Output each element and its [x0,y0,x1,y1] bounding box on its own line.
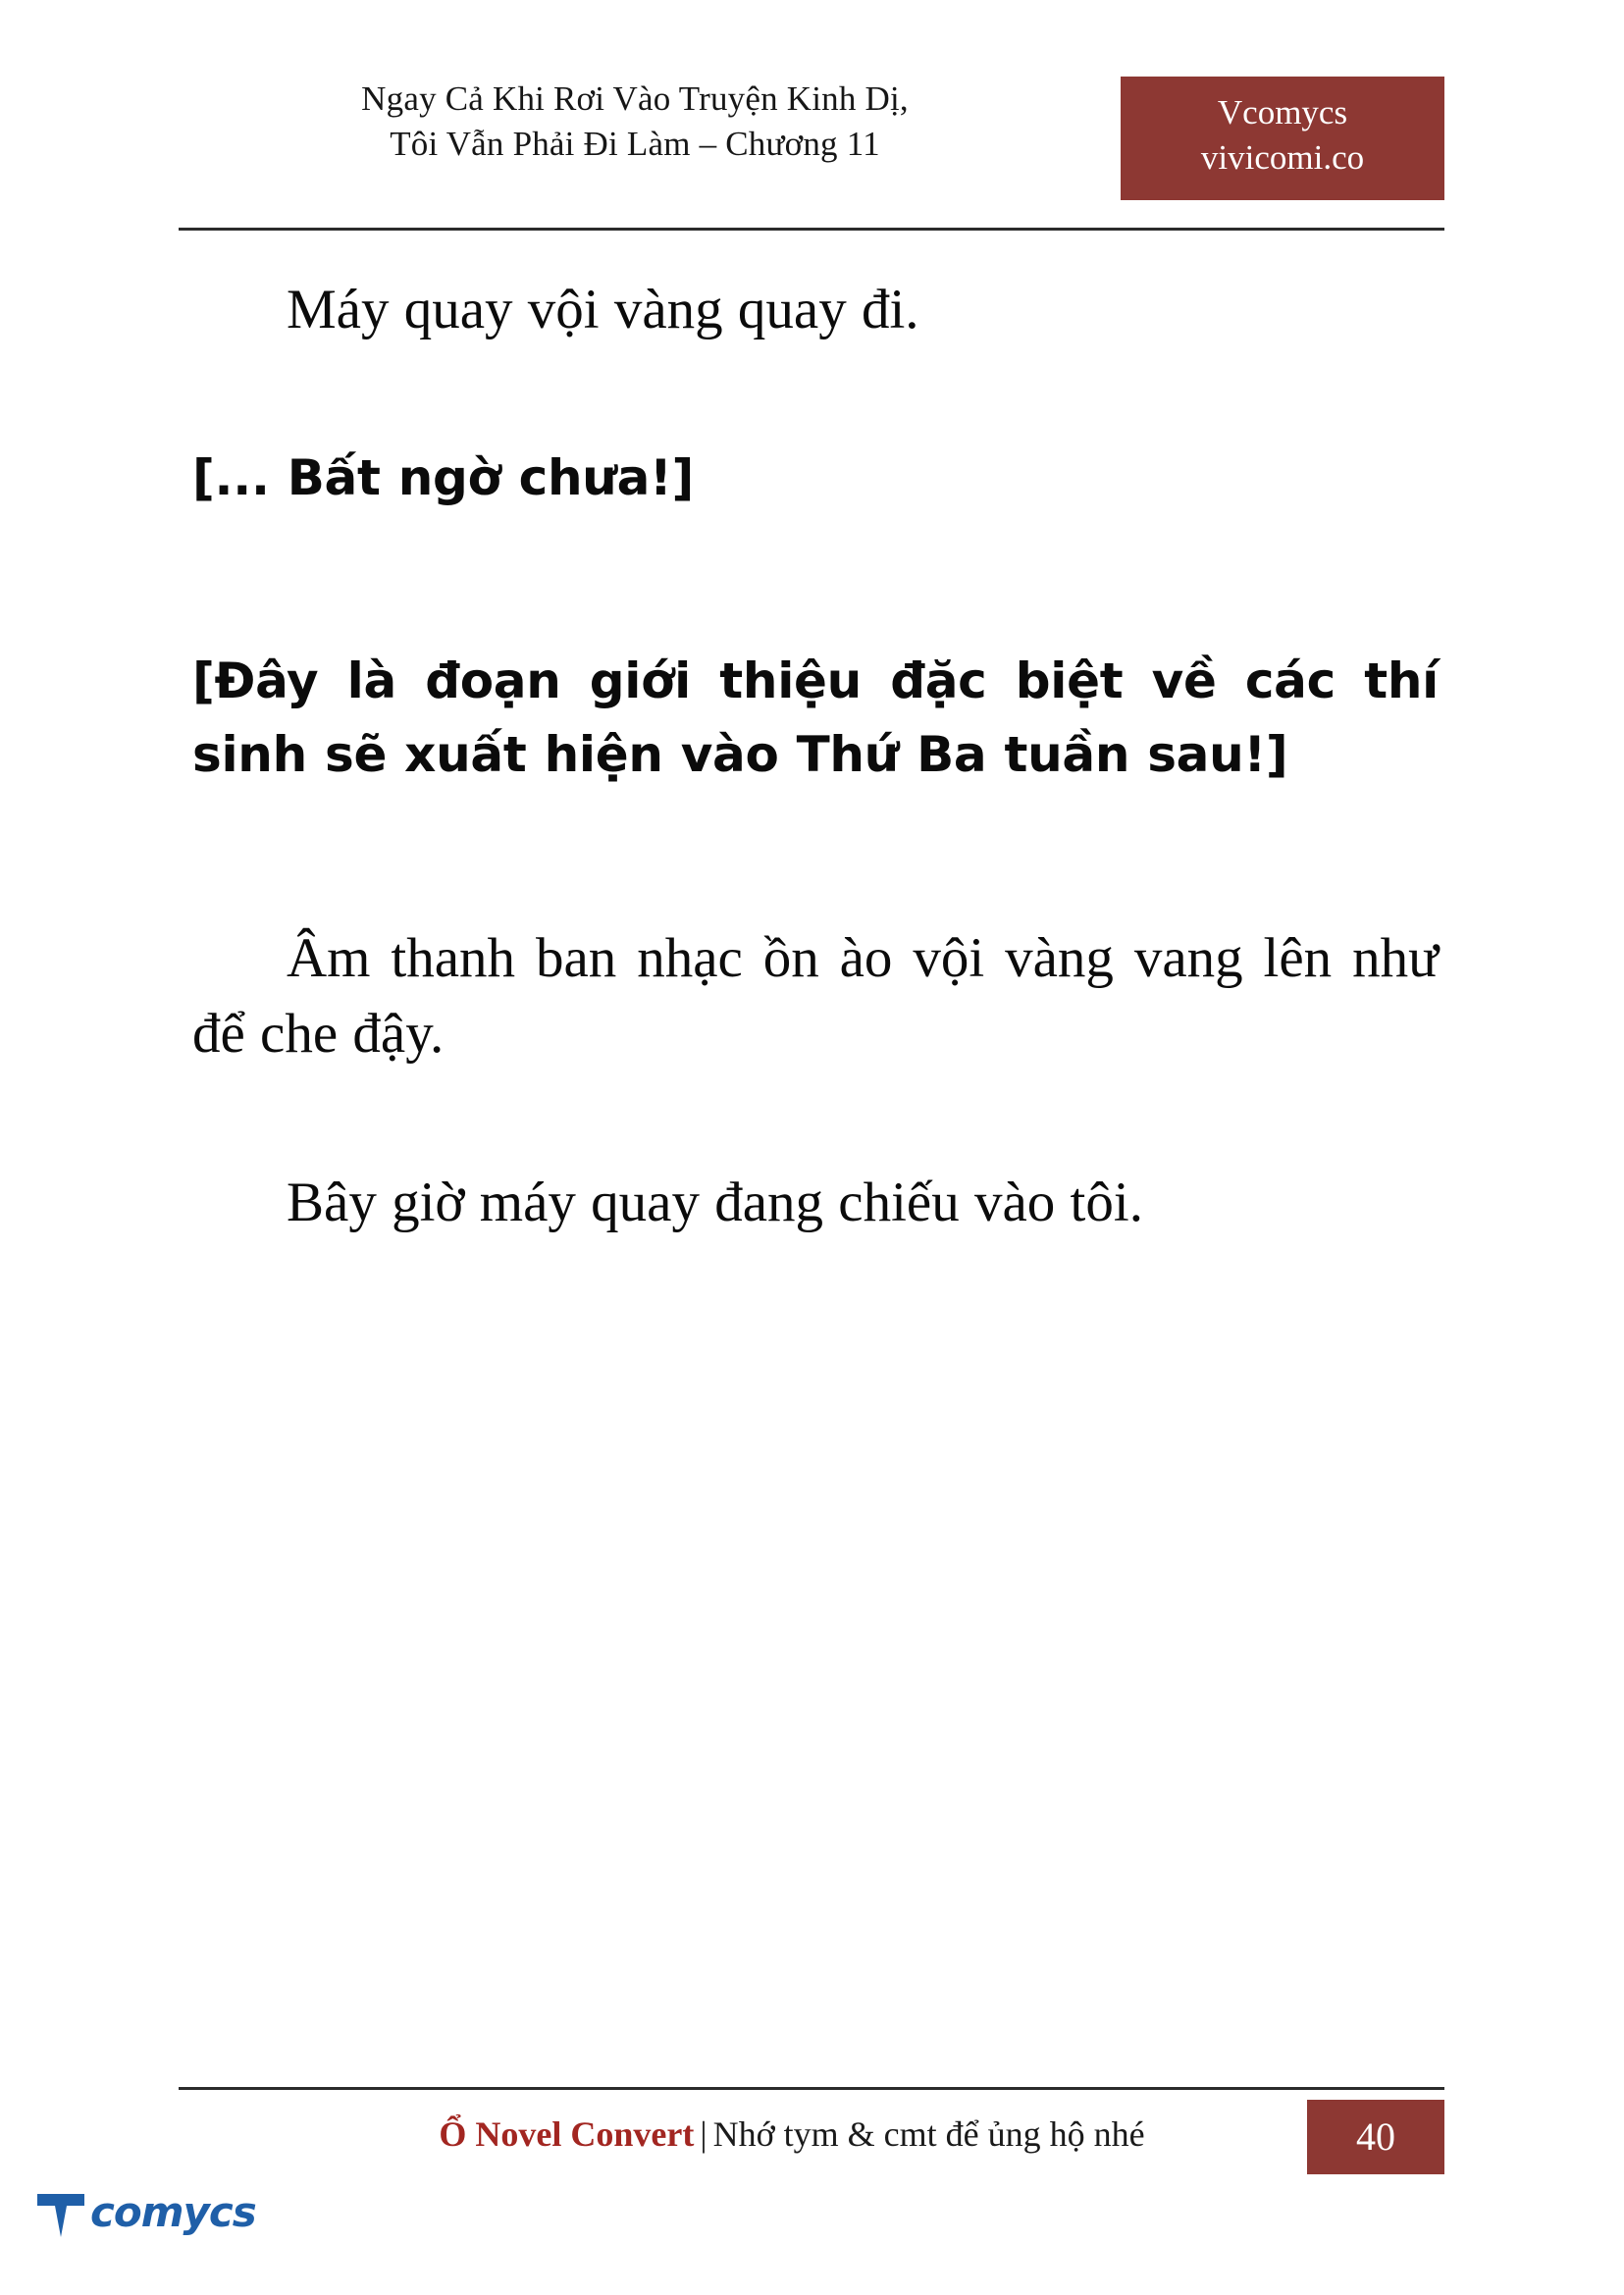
paragraph-spacer [192,576,1439,645]
page-footer [179,2100,1444,2174]
site-badge-url: vivicomi.co [1200,138,1365,178]
page-number-badge: 40 [1307,2100,1444,2174]
paragraph: Bây giờ máy quay đang chiếu vào tôi. [287,1172,1143,1234]
v-logo-icon [35,2190,86,2241]
paragraph-spacer [192,853,1439,921]
footer-text [296,2113,1287,2155]
header-title-line1: Ngay Cả Khi Rơi Vào Truyện Kinh Dị, [361,79,909,118]
site-badge-name: Vcomycs [1217,93,1348,131]
site-badge [1121,77,1444,200]
watermark-label: comycs [90,2188,256,2236]
header-title-line2: Tôi Vẫn Phải Đi Làm – Chương 11 [390,125,880,164]
paragraph: Âm thanh ban nhạc ồn ào vội vàng vang lên như để che đậy. [192,927,1439,1065]
footer-note: Nhớ tym & cmt để ủng hộ nhé [712,2114,1145,2154]
paragraph-spacer [192,408,1439,442]
vcomycs-watermark [35,2186,281,2265]
header-divider [179,228,1444,231]
paragraph: [Đây là đoạn giới thiệu đặc biệt về các thí sinh sẽ xuất hiện vào Thứ Ba tuần sau!] [192,652,1439,784]
page-content [192,273,1439,1302]
footer-separator: | [700,2114,707,2154]
footer-divider [179,2087,1444,2090]
footer-brand: Ổ Novel Convert [439,2114,695,2154]
page-header [179,77,1444,224]
paragraph-spacer [192,1132,1439,1166]
header-title [179,77,1091,167]
paragraph: [... Bất ngờ chưa!] [192,449,695,507]
paragraph: Máy quay vội vàng quay đi. [287,279,919,340]
